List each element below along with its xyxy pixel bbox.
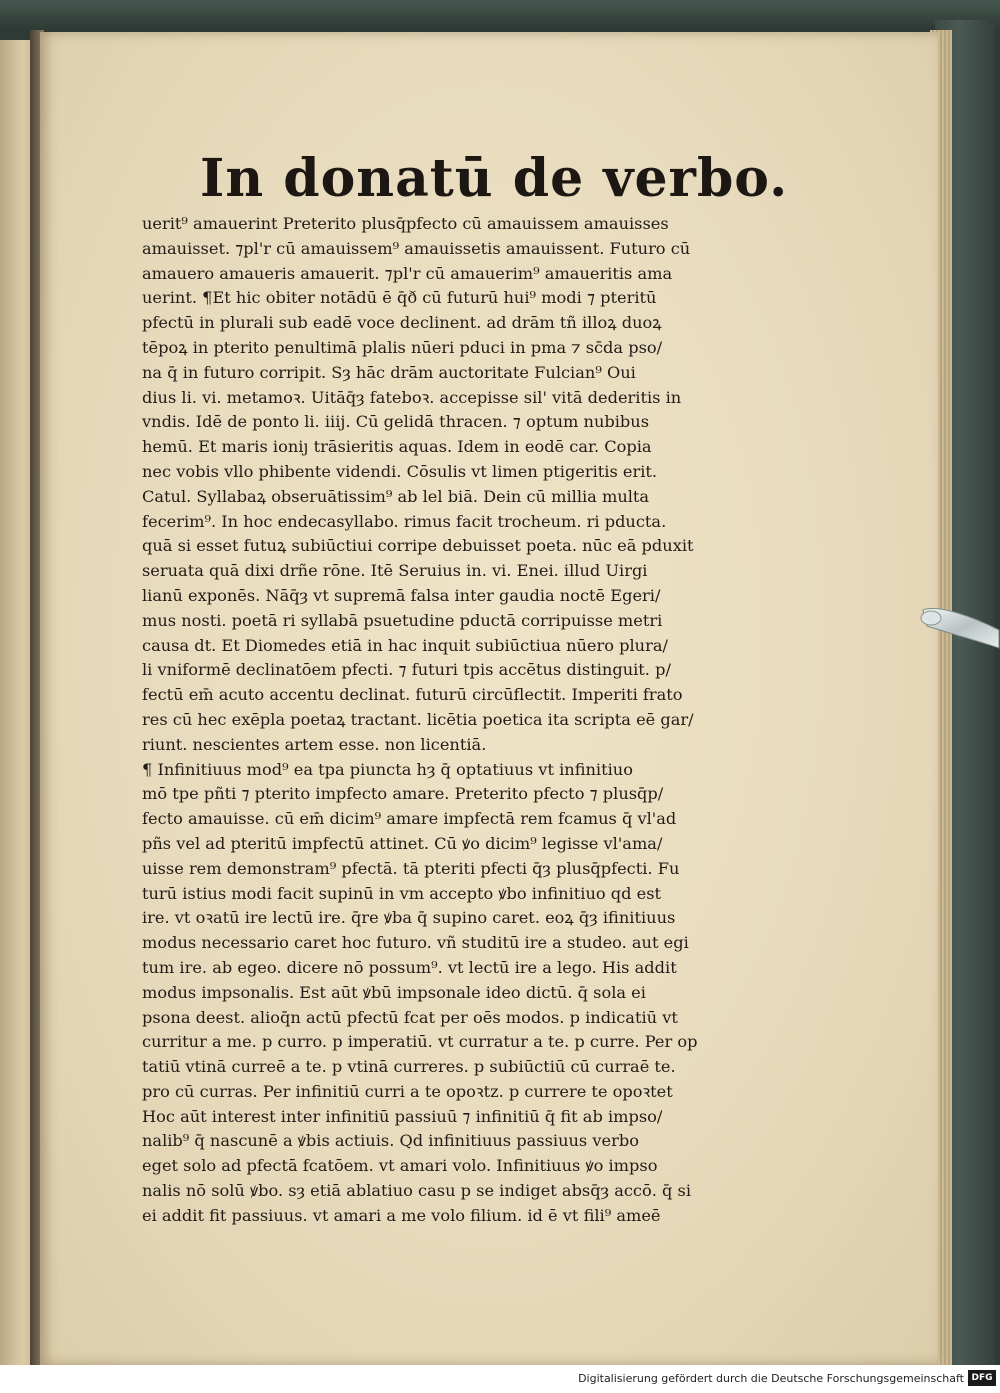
text-line: curritur a me. p curro. p imperatiū. vt curratur a te. p curre. Per op [142, 1032, 698, 1052]
text-line: nalis nō solū ꝟbo. sȝ etiā ablatiuo casu p se indiget absq̄ȝ accō. q̄ si [142, 1181, 692, 1201]
text-line: Catul. Syllabaꝝ obseruātissim⁹ ab lel biā. Dein cū millia multa [142, 486, 650, 506]
text-line: modus impsonalis. Est aūt ꝟbū impsonale ideo dictū. q̄ sola ei [142, 982, 646, 1002]
text-line: amauisset. ⁊pl'r cū amauissem⁹ amauissetis amauissent. Futuro cū [142, 238, 691, 258]
dfg-logo: DFG [968, 1370, 996, 1386]
page-clip-icon [915, 600, 1000, 660]
book-cover-top [0, 0, 1000, 30]
text-line: pñs vel ad pteritū impfectū attinet. Cū ꝟo dicim⁹ legisse vl'ama/ [142, 833, 663, 853]
text-line: lianū exponēs. Nāq̄ȝ vt supremā falsa inter gaudia noctē Egeri/ [142, 585, 661, 605]
text-line: li vniformē declinatōem pfecti. ⁊ futuri tpis accētus distinguit. p/ [142, 660, 671, 680]
text-line: amauero amaueris amauerit. ⁊pl'r cū amauerim⁹ amaueritis ama [142, 263, 673, 283]
text-line: psona deest. alioq̄n actū pfectū fcat per oēs modos. p indicatiū vt [142, 1007, 678, 1027]
funding-credit: Digitalisierung gefördert durch die Deutsche Forschungsgemeinschaft [578, 1372, 964, 1385]
text-line: fecto amauisse. cū em̄ dicim⁹ amare impfectā rem fcamus q̄ vl'ad [142, 809, 677, 829]
text-line: dius li. vi. metamoꝛ. Uitāq̄ȝ fateboꝛ. accepisse sil' vitā dederitis in [142, 387, 682, 407]
text-line: uerint. ¶Et hic obiter notādū ē q̄ð cū futurū hui⁹ modi ⁊ pteritū [142, 288, 657, 308]
page-heading: In donatū de verbo. [200, 148, 789, 209]
text-line: vndis. Idē de ponto li. iiij. Cū gelidā thracen. ⁊ optum nubibus [142, 412, 649, 432]
text-line: mus nosti. poetā ri syllabā psuetudine pductā corripuisse metri [142, 610, 663, 630]
text-line: modus necessario caret hoc futuro. vñ studitū ire a studeo. aut egi [142, 933, 689, 953]
text-line: tum ire. ab egeo. dicere nō possum⁹. vt lectū ire a lego. His addit [142, 957, 677, 977]
text-line: hemū. Et maris ioniȷ trāsieritis aquas. Idem in eodē car. Copia [142, 437, 652, 457]
text-line: eget solo ad pfectā fcatōem. vt amari volo. Infinitiuus ꝟo impso [142, 1156, 658, 1176]
text-line: Hoc aūt interest inter infinitiū passiuū ⁊ infinitiū q̄ fit ab impso/ [142, 1106, 663, 1126]
text-line: ei addit fit passiuus. vt amari a me volo filium. id ē vt fili⁹ ameē [142, 1205, 661, 1225]
text-line: mō tpe pñti ⁊ pterito impfecto amare. Preterito pfecto ⁊ plusq̄p/ [142, 784, 664, 804]
text-line: ire. vt oꝛatū ire lectū ire. q̄re ꝟba q̄ supino caret. eoꝝ q̄ȝ ifinitiuus [142, 908, 676, 928]
text-line: ¶ Infinitiuus mod⁹ ea tpa piuncta hȝ q̄ optatiuus vt infinitiuo [142, 759, 633, 779]
text-line: res cū hec exēpla poetaꝝ tractant. licētia poetica ita scripta eē gar/ [142, 709, 694, 729]
text-line: uerit⁹ amauerint Preterito plusq̄pfecto cū amauissem amauisses [142, 214, 669, 233]
text-line: pro cū curras. Per infinitiū curri a te opoꝛtz. p currere te opoꝛtet [142, 1081, 673, 1101]
text-line: nalib⁹ q̄ nascunē a ꝟbis actiuis. Qd infinitiuus passiuus verbo [142, 1131, 639, 1151]
text-line: riunt. nescientes artem esse. non licentiā. [142, 734, 487, 754]
text-line: tatiū vtinā curreē a te. p vtinā curreres. p subiūctiū cū curraē te. [142, 1057, 676, 1077]
text-line: nec vobis vllo phibente videndi. Cōsulis vt limen ptigeritis erit. [142, 461, 658, 481]
text-line: tēpoꝝ in pterito penultimā plalis nūeri pduci in pma ⁊ sc̄da pso/ [142, 337, 663, 357]
text-line: turū istius modi facit supinū in vm accepto ꝟbo infinitiuo qd est [142, 883, 662, 903]
page-body-text [142, 212, 757, 1229]
text-line: na q̄ in futuro corripit. Sȝ hāc drām auctoritate Fulcian⁹ Oui [142, 362, 636, 382]
text-line: pfectū in plurali sub eadē voce declinent. ad drām tñ illoꝝ duoꝝ [142, 313, 662, 333]
text-line: fectū em̄ acuto accentu declinat. futurū circūflectit. Imperiti frato [142, 685, 683, 705]
footer [0, 1365, 1000, 1393]
text-line: uisse rem demonstram⁹ pfectā. tā pteriti pfecti q̄ȝ plusq̄pfecti. Fu [142, 858, 680, 878]
text-line: fecerim⁹. In hoc endecasyllabo. rimus facit trocheum. ri pducta. [142, 511, 667, 531]
text-line: quā si esset futuꝝ subiūctiui corripe debuisset poeta. nūc eā pduxit [142, 536, 694, 556]
text-line: seruata quā dixi drñe rōne. Itē Seruius in. vi. Enei. illud Uirgi [142, 561, 648, 581]
text-line: causa dt. Et Diomedes etiā in hac inquit subiūctiua nūero plura/ [142, 635, 668, 655]
